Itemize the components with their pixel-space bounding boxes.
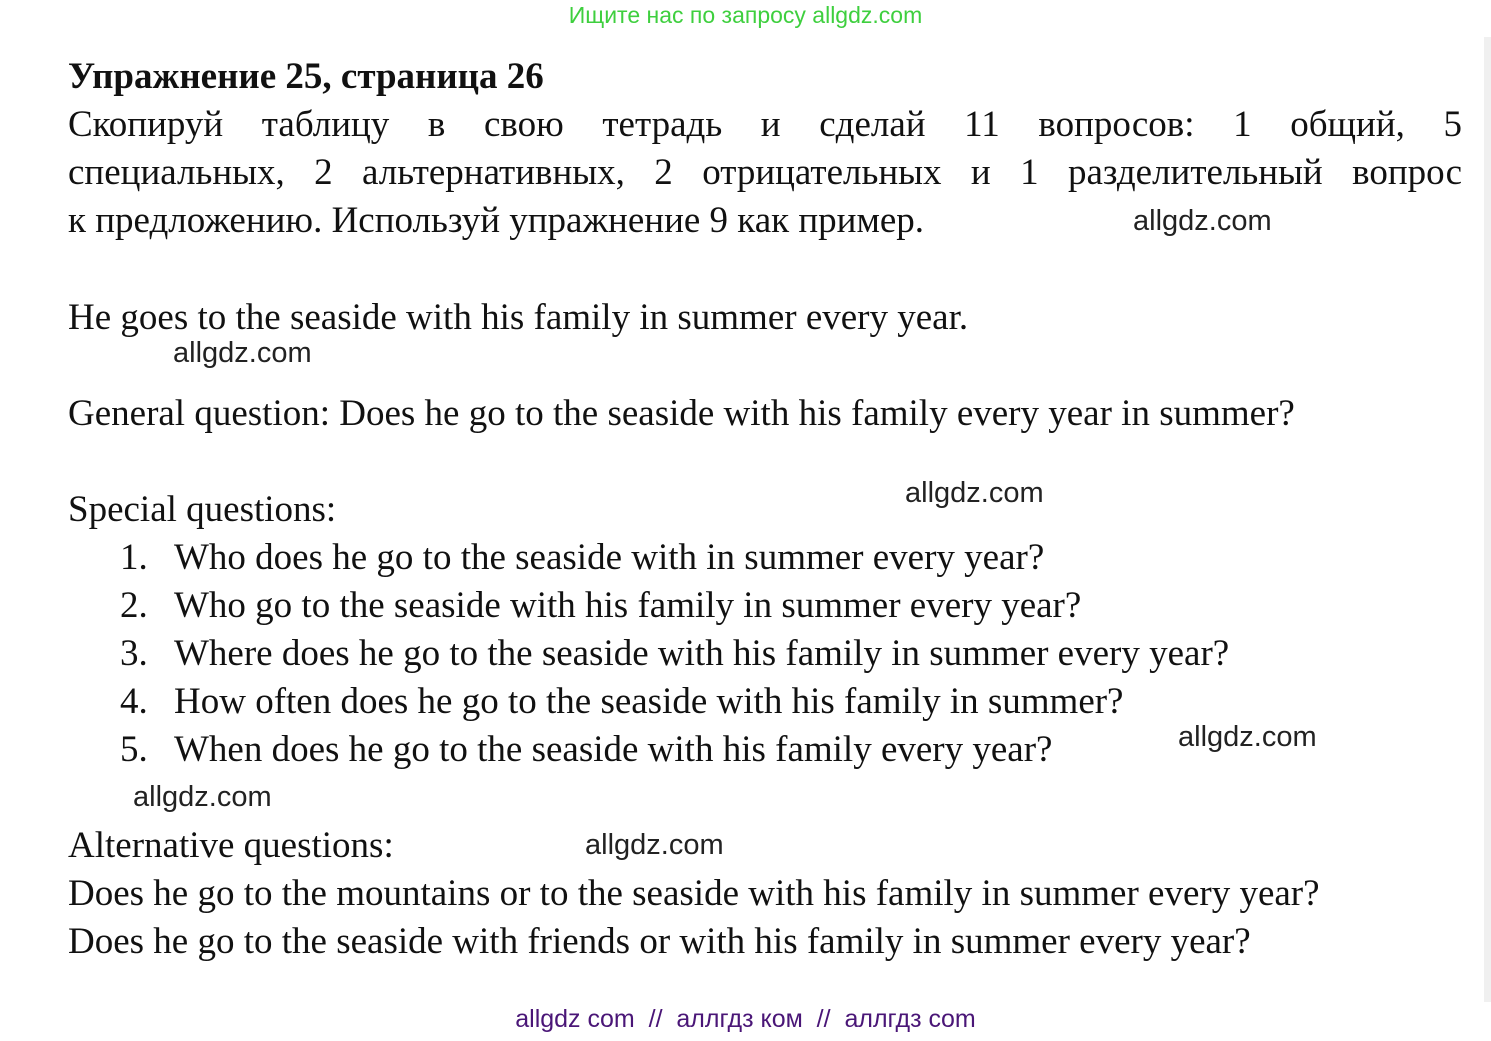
instruction-line: Скопируй таблицу в свою тетрадь и сделай 11 вопросов: 1 общий, 5 xyxy=(68,104,1462,145)
watermark: allgdz.com xyxy=(1133,205,1272,237)
item-number: 5. xyxy=(120,729,148,770)
watermark: allgdz.com xyxy=(173,337,312,369)
exercise-title: Упражнение 25, страница 26 xyxy=(68,56,544,97)
item-number: 1. xyxy=(120,537,148,578)
special-question xyxy=(120,630,1229,678)
special-heading: Special questions: xyxy=(68,489,337,530)
item-text: When does he go to the seaside with his family every year? xyxy=(174,729,1053,770)
watermark: allgdz.com xyxy=(133,781,272,813)
instruction-line: специальных, 2 альтернативных, 2 отрицательных и 1 разделительный вопрос xyxy=(68,152,1462,193)
watermark: allgdz.com xyxy=(1178,721,1317,753)
item-number: 4. xyxy=(120,681,148,722)
scrollbar[interactable] xyxy=(1484,37,1491,1002)
special-question xyxy=(120,582,1081,630)
special-question xyxy=(120,534,1044,582)
watermark: allgdz.com xyxy=(905,477,1044,509)
source-sentence: He goes to the seaside with his family in summer every year. xyxy=(68,297,969,338)
footer-links: allgdz com // аллгдз ком // аллгдз com xyxy=(515,1005,976,1033)
special-question xyxy=(120,678,1123,726)
alternative-question: Does he go to the mountains or to the seaside with his family in summer every year? xyxy=(68,873,1320,914)
item-number: 2. xyxy=(120,585,148,626)
alternative-heading: Alternative questions: xyxy=(68,825,394,866)
instruction-line: к предложению. Используй упражнение 9 как пример. xyxy=(68,200,925,241)
general-question: General question: Does he go to the seaside with his family every year in summer? xyxy=(68,393,1295,434)
watermark: allgdz.com xyxy=(585,829,724,861)
item-text: Where does he go to the seaside with his family in summer every year? xyxy=(174,633,1230,674)
search-banner: Ищите нас по запросу allgdz.com xyxy=(568,2,923,28)
item-text: How often does he go to the seaside with his family in summer? xyxy=(174,681,1124,722)
special-question xyxy=(120,726,1052,774)
item-number: 3. xyxy=(120,633,148,674)
item-text: Who go to the seaside with his family in summer every year? xyxy=(174,585,1082,626)
alternative-question: Does he go to the seaside with friends or with his family in summer every year? xyxy=(68,921,1251,962)
item-text: Who does he go to the seaside with in summer every year? xyxy=(174,537,1045,578)
